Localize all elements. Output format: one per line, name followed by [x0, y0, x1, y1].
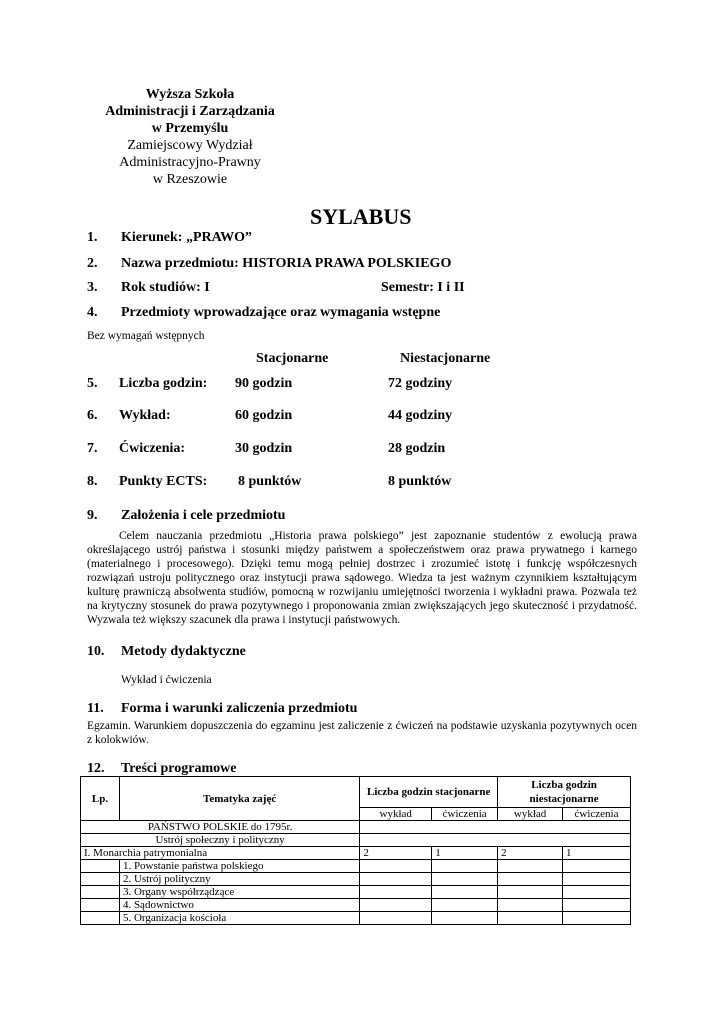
- header-hours-niestacjonarne: Liczba godzin niestacjonarne: [498, 777, 631, 808]
- header-line: Wyższa Szkoła: [145, 87, 235, 102]
- header-line: w Przemyślu: [151, 121, 229, 136]
- document-title: SYLABUS: [310, 204, 412, 229]
- header-line: Administracyjno-Prawny: [119, 155, 261, 170]
- subheader-wyklad: wykład: [498, 808, 563, 821]
- header-topic: Tematyka zajęć: [119, 777, 359, 821]
- col-header-niestacjonarne: Niestacjonarne: [400, 351, 491, 366]
- header-lp: Lp.: [81, 777, 120, 821]
- table-row: 4. Sądownictwo: [81, 899, 631, 912]
- header-line: Administracji i Zarządzania: [105, 104, 275, 119]
- prerequisites-note: Bez wymagań wstępnych: [87, 330, 205, 342]
- subheader-cwiczenia: ćwiczenia: [432, 808, 498, 821]
- table-row: PAŃSTWO POLSKIE do 1795r.: [81, 821, 631, 834]
- semester-label: Semestr: I i II: [381, 280, 465, 295]
- table-row: 5. Organizacja kościoła: [81, 912, 631, 925]
- table-row: Ustrój społeczny i polityczny: [81, 834, 631, 847]
- table-row: I. Monarchia patrymonialna 2 1 2 1: [81, 847, 631, 860]
- table-row: 2. Ustrój polityczny: [81, 873, 631, 886]
- table-row: 1. Powstanie państwa polskiego: [81, 860, 631, 873]
- teaching-methods-text: Wykład i ćwiczenia: [121, 674, 212, 686]
- header-line: Zamiejscowy Wydział: [127, 138, 253, 153]
- objectives-paragraph: Celem nauczania przedmiotu „Historia prawa polskiego” jest zapoznanie studentów z ewolucją prawa określającego ustrój państwa i stosunki między państwem a społeczeństwem oraz prawa prywatnego i karnego (materialnego i procesowego). Dzięki temu mogą pełniej dostrzec i zrozumieć istotę i funkcję współczesnych rozwiązań ustroju politycznego oraz instytucji prawa sądowego. Wiedza ta jest ważnym czynnikiem kształtującym kulturę prawniczą absolwenta studiów, pomocną w rozwijaniu umiejętności tworzenia i wykładni prawa. Pozwala też na krytyczny stosunek do prawa pozytywnego i proponowania zmian zwiększających jego skuteczność i przydatność. Wyzwala też większy szacunek dla prawa i instytucji państwowych.: [87, 530, 637, 626]
- program-content-table: [80, 776, 631, 925]
- assessment-paragraph: Egzamin. Warunkiem dopuszczenia do egzaminu jest zaliczenie z ćwiczeń na podstawie uzyskania pozytywnych ocen z kolokwiów.: [87, 720, 637, 746]
- table-header-row: [81, 777, 631, 808]
- subheader-cwiczenia: ćwiczenia: [563, 808, 631, 821]
- table-row: 3. Organy współrządzące: [81, 886, 631, 899]
- header-hours-stacjonarne: Liczba godzin stacjonarne: [360, 777, 498, 808]
- institution-header: [80, 86, 300, 188]
- col-header-stacjonarne: Stacjonarne: [256, 351, 329, 366]
- subheader-wyklad: wykład: [360, 808, 432, 821]
- header-line: w Rzeszowie: [152, 172, 228, 187]
